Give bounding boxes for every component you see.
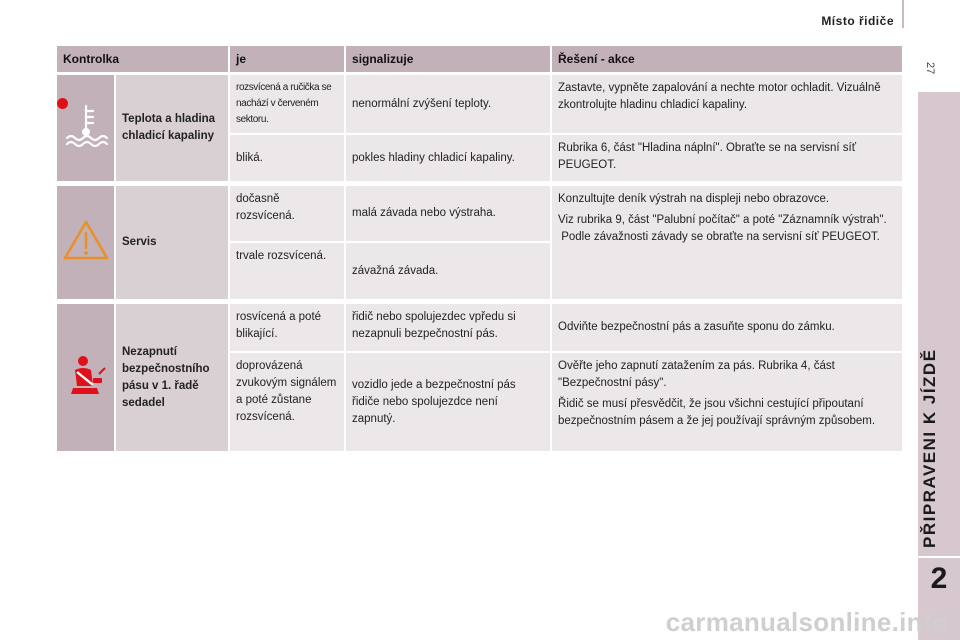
seatbelt-action-1: Odviňte bezpečnostní pás a zasuňte sponu do zámku. [551, 304, 903, 352]
service-action-para: Viz rubrika 9, část "Palubní počítač" a poté "Záznamník výstrah". [558, 214, 887, 226]
warning-lights-table [57, 46, 904, 453]
service-state-1: dočasně rozsvícená. [229, 186, 345, 242]
service-icon-cell [57, 186, 115, 300]
coolant-action-2: Rubrika 6, část "Hladina náplní". Obraťte se na servisní síť PEUGEOT. [551, 134, 903, 182]
seatbelt-name: Nezapnutí bezpečnostního pásu v 1. řadě sedadel [115, 304, 229, 452]
table-row [57, 75, 903, 134]
service-action-para: Podle závažnosti závady se obraťte na servisní síť PEUGEOT. [558, 231, 880, 243]
table-row [57, 186, 903, 242]
seatbelt-state-1: rosvícená a poté blikající. [229, 304, 345, 352]
seatbelt-signal-1: řidič nebo spolujezdec vpředu si nezapnuli bezpečnostní pás. [345, 304, 551, 352]
seatbelt-icon-cell [57, 304, 115, 452]
service-action [551, 186, 903, 300]
coolant-state-1: rozsvícená a ručička se nachází v červeném sektoru. [229, 75, 345, 134]
seatbelt-signal-2: vozidlo jede a bezpečnostní pás řidiče nebo spolujezdce není zapnutý. [345, 352, 551, 452]
coolant-signal-1: nenormální zvýšení teploty. [345, 75, 551, 134]
coolant-icon-cell [57, 75, 115, 182]
coolant-signal-2: pokles hladiny chladicí kapaliny. [345, 134, 551, 182]
service-action-para: Konzultujte deník výstrah na displeji nebo obrazovce. [558, 193, 830, 205]
coolant-name: Teplota a hladina chladicí kapaliny [115, 75, 229, 182]
header-je: je [229, 46, 345, 72]
page-number: 27 [924, 62, 936, 75]
seatbelt-action-para: Ověřte jeho zapnutí zatažením za pás. Rubrika 4, část "Bezpečnostní pásy". [558, 360, 835, 389]
chapter-divider [918, 556, 960, 558]
header-kontrolka: Kontrolka [57, 46, 229, 72]
service-name: Servis [115, 186, 229, 300]
coolant-temperature-icon [61, 100, 111, 150]
coolant-state-2: bliká. [229, 134, 345, 182]
service-signal-1: malá závada nebo výstraha. [345, 186, 551, 242]
seatbelt-action-2 [551, 352, 903, 452]
service-signal-2: závažná závada. [345, 242, 551, 300]
seatbelt-unfastened-icon [63, 352, 109, 398]
service-state-2: trvale rozsvícená. [229, 242, 345, 300]
chapter-number: 2 [930, 562, 948, 595]
red-dot-icon [57, 98, 68, 109]
seatbelt-action-para: Řidič se musí přesvědčit, že jsou všichni cestující připoutaní bezpečnostním pásem a že jej používají správným způsobem. [558, 398, 876, 427]
seatbelt-state-2: doprovázená zvukovým signálem a poté zůstane rozsvícená. [229, 352, 345, 452]
header-reseni: Řešení - akce [551, 46, 903, 72]
warning-triangle-icon [62, 218, 110, 262]
table-header-row [57, 46, 903, 72]
coolant-action-1: Zastavte, vypněte zapalování a nechte motor ochladit. Vizuálně zkontrolujte hladinu chladicí kapaliny. [551, 75, 903, 134]
header-signalizuje: signalizuje [345, 46, 551, 72]
table-row [57, 304, 903, 352]
section-title: Místo řidiče [821, 14, 894, 28]
watermark: carmanualsonline.info [665, 607, 948, 637]
chapter-title: PŘIPRAVENI K JÍZDĚ [920, 348, 939, 548]
header-rule [902, 0, 904, 28]
